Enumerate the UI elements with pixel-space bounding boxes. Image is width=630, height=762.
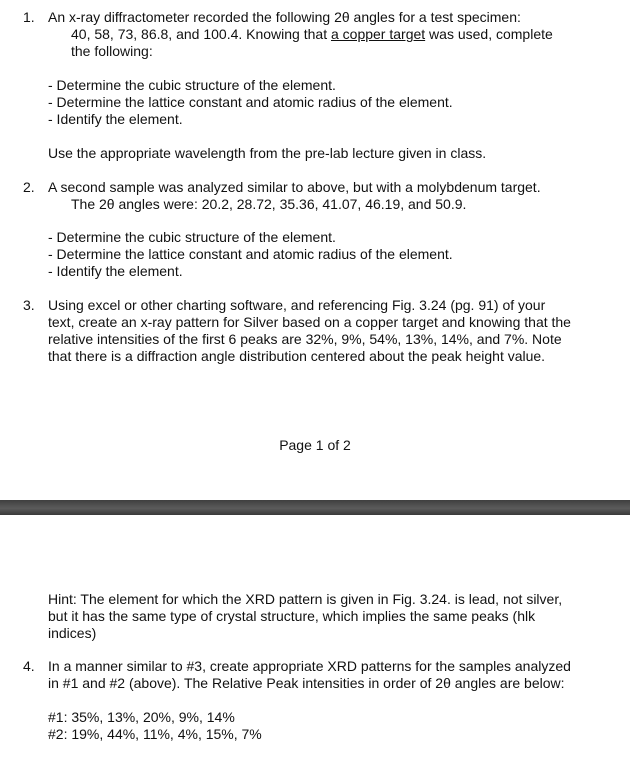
q1-bullet: - Identify the element. (48, 111, 183, 127)
q2-line-2: The 2θ angles were: 20.2, 28.72, 35.36, 41.07, 46.19, and 50.9. (71, 196, 467, 212)
q1-line-1: An x-ray diffractometer recorded the following 2θ angles for a test specimen: (48, 9, 521, 25)
q3-number: 3. (23, 297, 35, 313)
page-footer: Page 1 of 2 (279, 437, 351, 453)
q3-line: that there is a diffraction angle distribution centered about the peak height value. (48, 348, 546, 364)
q3-line: text, create an x-ray pattern for Silver based on a copper target and knowing that the (48, 314, 571, 330)
q3-line: relative intensities of the first 6 peaks are 32%, 9%, 54%, 13%, 14%, and 7%. Note (48, 331, 562, 347)
q4-line: In a manner similar to #3, create appropriate XRD patterns for the samples analyzed (48, 658, 571, 674)
document-page-2 (0, 515, 630, 762)
q1-line-3: the following: (71, 43, 153, 59)
page-separator (0, 500, 630, 515)
q4-number: 4. (23, 658, 35, 674)
q4-data-line: #1: 35%, 13%, 20%, 9%, 14% (48, 709, 235, 725)
q1-note: Use the appropriate wavelength from the pre-lab lecture given in class. (48, 145, 487, 161)
q3-line: Using excel or other charting software, and referencing Fig. 3.24 (pg. 91) of your (48, 297, 546, 313)
q4-line: in #1 and #2 (above). The Relative Peak intensities in order of 2θ angles are below: (48, 675, 565, 691)
hint-line: but it has the same type of crystal structure, which implies the same peaks (hlk (48, 608, 536, 624)
q2-number: 2. (23, 179, 35, 195)
hint-line: Hint: The element for which the XRD pattern is given in Fig. 3.24. is lead, not silver, (48, 591, 563, 607)
q1-number: 1. (23, 9, 35, 25)
q2-bullet: - Identify the element. (48, 263, 183, 279)
q1-bullet: - Determine the cubic structure of the element. (48, 77, 336, 93)
q2-line-1: A second sample was analyzed similar to above, but with a molybdenum target. (48, 179, 541, 195)
q4-data-line: #2: 19%, 44%, 11%, 4%, 15%, 7% (48, 726, 262, 742)
q2-bullet: - Determine the lattice constant and atomic radius of the element. (48, 246, 453, 262)
copper-target-underlined: a copper target (330, 26, 426, 42)
q2-bullet: - Determine the cubic structure of the element. (48, 229, 336, 245)
q1-bullet: - Determine the lattice constant and atomic radius of the element. (48, 94, 453, 110)
q1-line-2: 40, 58, 73, 86.8, and 100.4. Knowing that a copper target was used, complete (71, 26, 553, 42)
hint-line: indices) (48, 625, 97, 641)
